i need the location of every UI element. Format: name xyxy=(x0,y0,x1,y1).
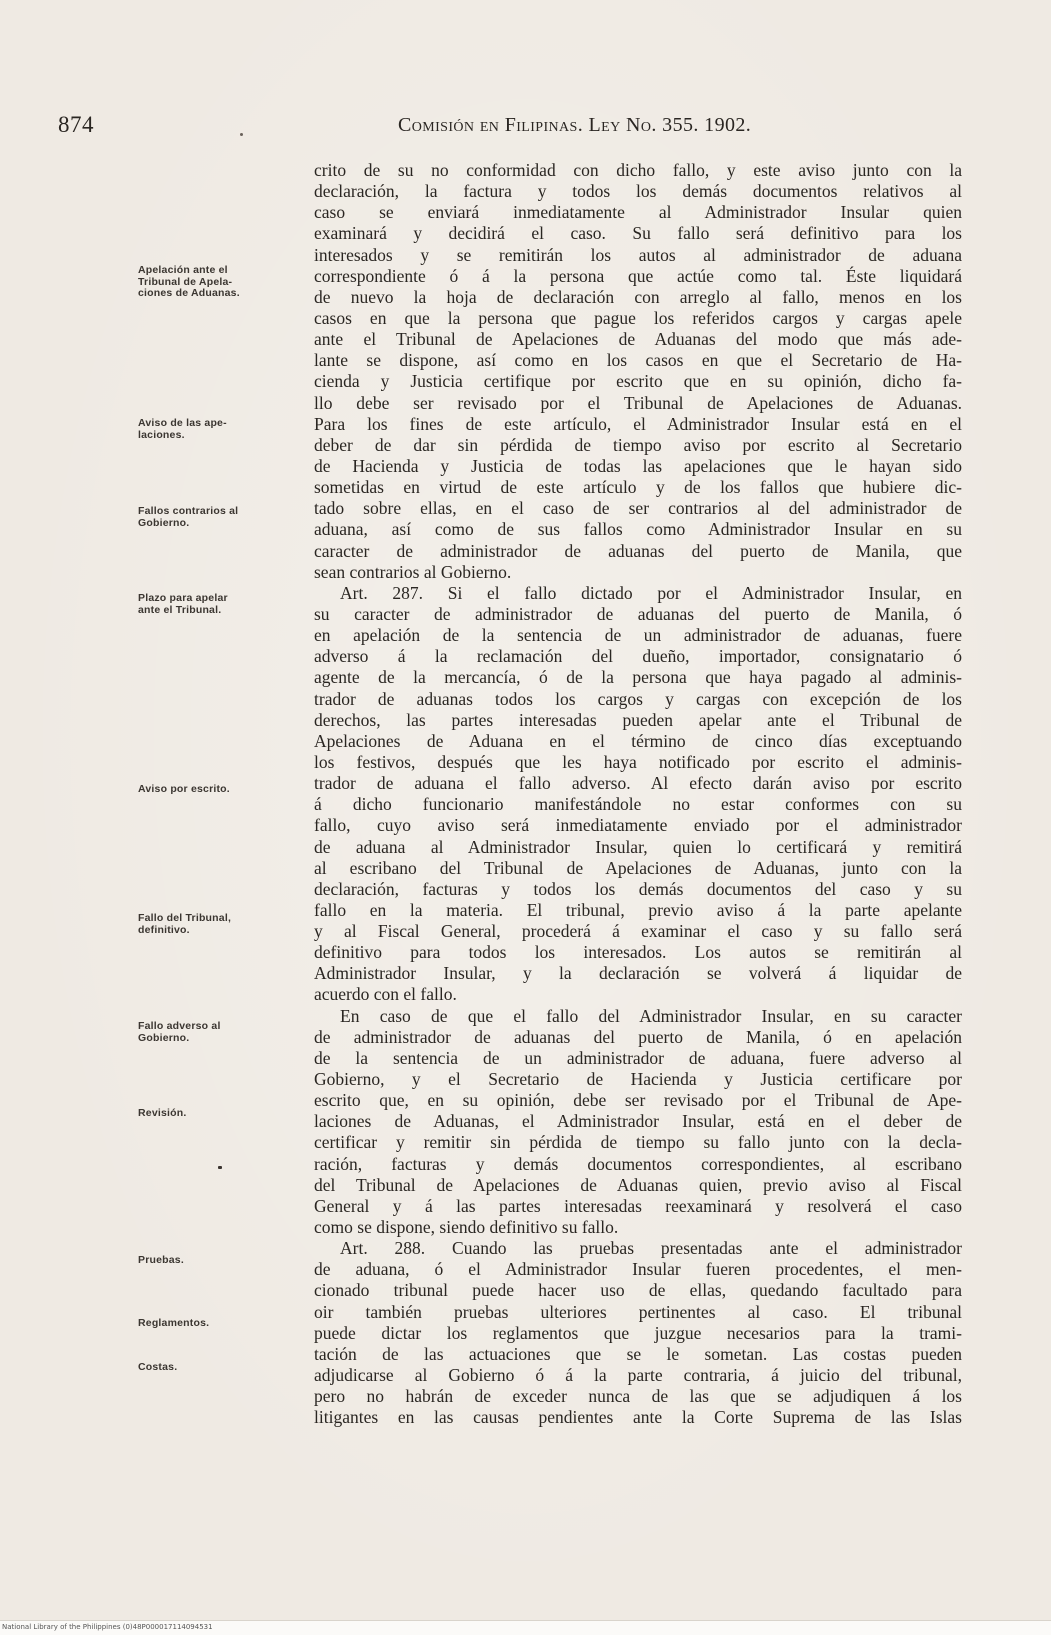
text-line: examinará y decidirá el caso. Su fallo será definitivo para los xyxy=(314,223,962,244)
margin-note-fallo-tribunal xyxy=(138,913,306,936)
text-line: interesados y se remitirán los autos al administrador de aduana xyxy=(314,244,962,265)
text-line: Gobierno, y el Secretario de Hacienda y Justicia certificare por xyxy=(314,1069,962,1090)
text-line: de la sentencia de un administrador de aduana, fuere adverso al xyxy=(314,1047,962,1068)
margin-note-line: Fallos contrarios al xyxy=(138,505,239,517)
margin-note-line: Costas. xyxy=(138,1361,178,1373)
text-line: declaración, facturas y todos los demás documentos del caso y su xyxy=(314,878,962,899)
text-line: tado sobre ellas, en el caso de ser contrarios al del administrador de xyxy=(314,498,962,519)
margin-note-aviso-escrito xyxy=(138,784,306,796)
text-line: de administrador de aduanas del puerto de Manila, ó en apelación xyxy=(314,1026,962,1047)
margin-note-line: ciones de Aduanas. xyxy=(138,287,240,299)
text-line: escrito que, en su opinión, debe ser revisado por el Tribunal de Ape- xyxy=(314,1090,962,1111)
text-line: aduana, así como de sus fallos como Administrador Insular en su xyxy=(314,519,962,540)
text-line: de aduana al Administrador Insular, quien lo certificará y remitirá xyxy=(314,836,962,857)
margin-note-line: Gobierno. xyxy=(138,1031,190,1044)
text-line: sometidas en virtud de este artículo y de los fallos que hubiere dic- xyxy=(314,477,962,498)
article-288-line: Art. 288. Cuando las pruebas presentadas ante el administrador xyxy=(340,1238,962,1259)
text-line: en apelación de la sentencia de un administrador de aduanas, fuere xyxy=(314,625,962,646)
margin-note-pruebas xyxy=(138,1255,306,1267)
text-line: Administrador Insular, y la declaración se volverá á liquidar de xyxy=(314,963,962,984)
ink-speck xyxy=(218,1166,222,1169)
margin-note-costas xyxy=(138,1362,306,1374)
text-line: sean contrarios al Gobierno. xyxy=(314,561,512,582)
margin-note-line: Aviso de las ape- xyxy=(138,417,227,429)
text-line: pero no habrán de exceder nunca de las que se adjudiquen á los xyxy=(314,1386,962,1407)
margin-note-line: Apelación ante el xyxy=(138,264,228,276)
page-number: 874 xyxy=(58,112,94,137)
text-line: fallo en la materia. El tribunal, previo aviso á la parte apelante xyxy=(314,899,962,920)
text-line: litigantes en las causas pendientes ante la Corte Suprema de las Islas xyxy=(314,1407,962,1428)
text-line: de nuevo la hoja de declaración con arreglo al fallo, menos en los xyxy=(314,286,962,307)
text-line: crito de su no conformidad con dicho fallo, y este aviso junto con la xyxy=(314,160,962,180)
text-line: caso se enviará inmediatamente al Administrador Insular quien xyxy=(314,202,962,223)
text-line: acuerdo con el fallo. xyxy=(314,984,457,1005)
margin-note-line: Fallo del Tribunal, xyxy=(138,912,232,924)
scan-footer xyxy=(0,1620,1051,1635)
text-line: Para los fines de este artículo, el Administrador Insular está en el xyxy=(314,413,962,434)
text-line: oir también pruebas ulteriores pertinentes al caso. El tribunal xyxy=(314,1301,962,1322)
text-line: los festivos, después que les haya notificado por escrito el adminis- xyxy=(314,751,962,772)
margin-note-line: definitivo. xyxy=(138,923,190,936)
text-line: de Hacienda y Justicia de todas las apelaciones que le hayan sido xyxy=(314,455,962,476)
text-line: á dicho funcionario manifestándole no estar conformes con su xyxy=(314,794,962,815)
text-line: su caracter de administrador de aduanas del puerto de Manila, ó xyxy=(314,603,962,624)
text-line: caracter de administrador de aduanas del puerto de Manila, que xyxy=(314,540,962,561)
text-line: trador de aduanas todos los cargos y cargas con excepción de los xyxy=(314,688,962,709)
text-line: adjudicarse al Gobierno ó á la parte contraria, á juicio del tribunal, xyxy=(314,1365,962,1386)
text-line: derechos, las partes interesadas pueden apelar ante el Tribunal de xyxy=(314,709,962,730)
text-line: de aduana, ó el Administrador Insular fueren procedentes, el men- xyxy=(314,1259,962,1280)
text-line: Apelaciones de Aduana en el término de cinco días exceptuando xyxy=(314,730,962,751)
text-line: laciones de Aduanas, el Administrador Insular, está en el deber de xyxy=(314,1111,962,1132)
text-line: General y á las partes interesadas reexaminará y resolverá el caso xyxy=(314,1195,962,1216)
text-line: certificar y remitir sin pérdida de tiempo su fallo junto con la decla- xyxy=(314,1132,962,1153)
text-line: agente de la mercancía, ó de la persona que haya pagado al adminis- xyxy=(314,667,962,688)
margin-note-fallo-adverso xyxy=(138,1021,306,1044)
margin-note-line: laciones. xyxy=(138,428,185,441)
footer-text: National Library of the Philippines (0)48P000017114094531 xyxy=(2,1623,213,1631)
text-line: puede dictar los reglamentos que juzgue necesarios para la trami- xyxy=(314,1322,962,1343)
text-line: lante se dispone, así como en los casos en que el Secretario de Ha- xyxy=(314,350,962,371)
text-line: casos en que la persona que pague los referidos cargos y cargas apele xyxy=(314,307,962,328)
text-line: del Tribunal de Apelaciones de Aduanas quien, previo aviso al Fiscal xyxy=(314,1174,962,1195)
ink-speck xyxy=(240,133,243,136)
margin-note-fallos-contrarios xyxy=(138,506,306,529)
text-line: adverso á la reclamación del dueño, importador, consignatario ó xyxy=(314,646,962,667)
text-line: trador de aduana el fallo adverso. Al efecto darán aviso por escrito xyxy=(314,773,962,794)
text-line: y al Fiscal General, procederá á examinar el caso y su fallo será xyxy=(314,921,962,942)
text-line: cionado tribunal puede hacer uso de ellas, quedando facultado para xyxy=(314,1280,962,1301)
article-287-line: Art. 287. Si el fallo dictado por el Administrador Insular, en xyxy=(340,582,962,603)
margin-note-line: Reglamentos. xyxy=(138,1317,210,1329)
margin-note-line: Plazo para apelar xyxy=(138,592,228,604)
margin-note-reglamentos xyxy=(138,1318,306,1330)
margin-note-line: ante el Tribunal. xyxy=(138,603,222,616)
text-line: definitivo para todos los interesados. Los autos se remitirán al xyxy=(314,942,962,963)
text-line: ración, facturas y demás documentos correspondientes, al escribano xyxy=(314,1153,962,1174)
body-text xyxy=(314,160,962,1428)
margin-note-line: Revisión. xyxy=(138,1107,187,1119)
text-line: fallo, cuyo aviso será inmediatamente enviado por el administrador xyxy=(314,815,962,836)
margin-note-line: Pruebas. xyxy=(138,1254,184,1266)
text-line: cienda y Justicia certifique por escrito que en su opinión, dicho fa- xyxy=(314,371,962,392)
text-line: declaración, la factura y todos los demás documentos relativos al xyxy=(314,181,962,202)
text-line: tación de las actuaciones que se le sometan. Las costas pueden xyxy=(314,1343,962,1364)
text-line: ante el Tribunal de Apelaciones de Aduanas del modo que más ade- xyxy=(314,329,962,350)
margin-note-apelacion xyxy=(138,265,306,300)
text-line: llo debe ser revisado por el Tribunal de Apelaciones de Aduanas. xyxy=(314,392,962,413)
margin-note-aviso-apelaciones xyxy=(138,418,306,441)
text-line: como se dispone, siendo definitivo su fallo. xyxy=(314,1217,619,1238)
margin-note-revision xyxy=(138,1108,306,1120)
margin-note-plazo xyxy=(138,593,306,616)
margin-note-line: Tribunal de Apela- xyxy=(138,275,233,288)
margin-note-line: Fallo adverso al xyxy=(138,1020,221,1032)
text-line: correspondiente ó á la persona que actúe como tal. Éste liquidará xyxy=(314,265,962,286)
running-head: Comisión en Filipinas. Ley No. 355. 1902. xyxy=(398,114,752,136)
margin-note-line: Aviso por escrito. xyxy=(138,783,230,795)
text-line: al escribano del Tribunal de Apelaciones de Aduanas, junto con la xyxy=(314,857,962,878)
margin-note-line: Gobierno. xyxy=(138,516,190,529)
text-line: En caso de que el fallo del Administrador Insular, en su caracter xyxy=(340,1005,962,1026)
text-line: deber de dar sin pérdida de tiempo aviso por escrito al Secretario xyxy=(314,434,962,455)
